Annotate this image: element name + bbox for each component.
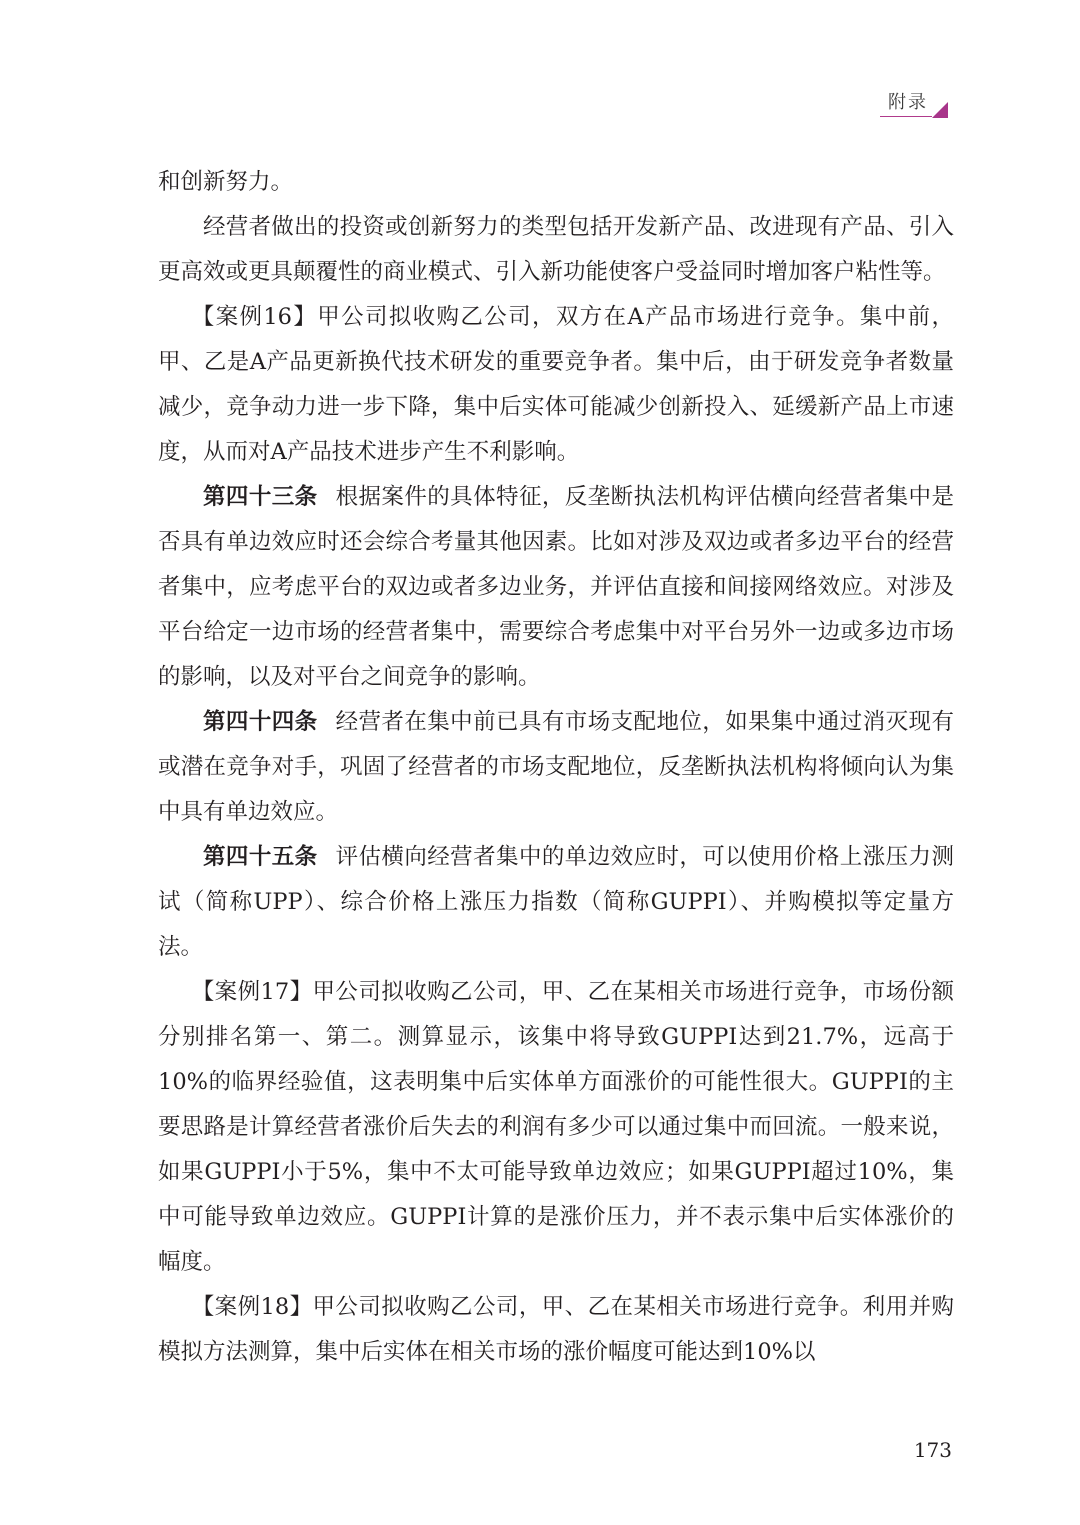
- article-number: 第四十五条: [203, 844, 318, 870]
- running-header: [872, 88, 952, 120]
- section-title: 附录: [888, 92, 928, 113]
- article-number: 第四十四条: [203, 709, 318, 735]
- paragraph-article-44: 第四十四条 经营者在集中前已具有市场支配地位，如果集中通过消灭现有或潜在竞争对手，巩固了经营者的市场支配地位，反垄断执法机构将倾向认为集中具有单边效应。: [158, 709, 954, 825]
- page-body: [158, 160, 954, 1375]
- paragraph-case-18: 【案例18】甲公司拟收购乙公司，甲、乙在某相关市场进行竞争。利用并购模拟方法测算，集中后实体在相关市场的涨价幅度可能达到10%以: [158, 1294, 954, 1365]
- paragraph-continuation: 和创新努力。: [158, 169, 294, 195]
- article-number: 第四十三条: [203, 484, 318, 510]
- paragraph-case-16: 【案例16】甲公司拟收购乙公司，双方在A产品市场进行竞争。集中前，甲、乙是A产品更新换代技术研发的重要竞争者。集中后，由于研发竞争者数量减少，竞争动力进一步下降，集中后实体可能减少创新投入、延缓新产品上市速度，从而对A产品技术进步产生不利影响。: [158, 304, 954, 465]
- paragraph-article-45: 第四十五条 评估横向经营者集中的单边效应时，可以使用价格上涨压力测试（简称UPP）、综合价格上涨压力指数（简称GUPPI）、并购模拟等定量方法。: [158, 844, 954, 960]
- paragraph-case-17: 【案例17】甲公司拟收购乙公司，甲、乙在某相关市场进行竞争，市场份额分别排名第一、第二。测算显示，该集中将导致GUPPI达到21.7%，远高于10%的临界经验值，这表明集中后实体单方面涨价的可能性很大。GUPPI的主要思路是计算经营者涨价后失去的利润有多少可以通过集中而回流。一般来说，如果GUPPI小于5%，集中不太可能导致单边效应；如果GUPPI超过10%，集中可能导致单边效应。GUPPI计算的是涨价压力，并不表示集中后实体涨价的幅度。: [158, 979, 954, 1275]
- paragraph-investment-types: 经营者做出的投资或创新努力的类型包括开发新产品、改进现有产品、引入更高效或更具颠覆性的商业模式、引入新功能使客户受益同时增加客户粘性等。: [158, 214, 954, 285]
- paragraph-article-43: 第四十三条 根据案件的具体特征，反垄断执法机构评估横向经营者集中是否具有单边效应时还会综合考量其他因素。比如对涉及双边或者多边平台的经营者集中，应考虑平台的双边或者多边业务，并评估直接和间接网络效应。对涉及平台给定一边市场的经营者集中，需要综合考虑集中对平台另外一边或多边市场的影响，以及对平台之间竞争的影响。: [158, 484, 954, 690]
- page-number: 173: [913, 1438, 952, 1462]
- header-rule: [880, 116, 932, 117]
- corner-triangle-icon: [932, 102, 948, 118]
